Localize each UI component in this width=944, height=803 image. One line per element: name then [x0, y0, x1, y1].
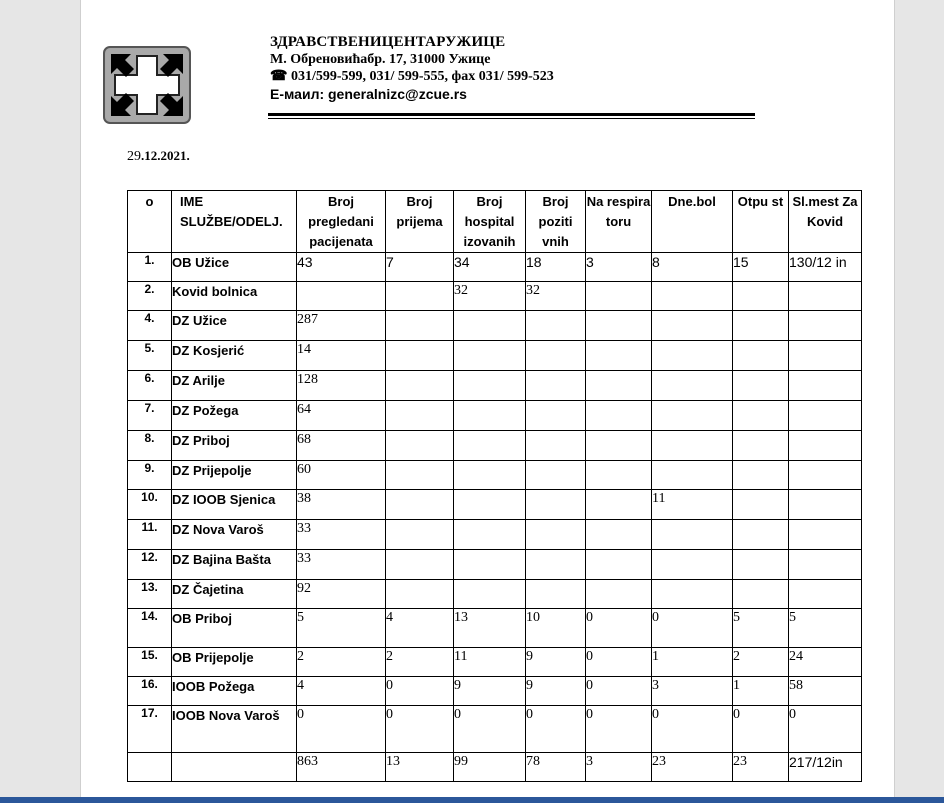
service-name: OB Prijepolje [172, 648, 297, 677]
value-cell [586, 282, 652, 311]
value-cell: 217/12in [789, 753, 862, 782]
value-cell [652, 401, 733, 431]
value-cell [386, 580, 454, 609]
value-cell [652, 550, 733, 580]
value-cell: 0 [586, 648, 652, 677]
header-cell: Dne.bol [652, 191, 733, 253]
value-cell [386, 461, 454, 490]
value-cell [586, 461, 652, 490]
header-cell: Broj hospital izovanih [454, 191, 526, 253]
value-cell [733, 282, 789, 311]
document-page [80, 0, 895, 797]
row-number: 13. [128, 580, 172, 609]
organization-email: Е-маил: generalnizc@zcue.rs [270, 86, 467, 102]
value-cell [789, 550, 862, 580]
value-cell [526, 580, 586, 609]
value-cell [454, 461, 526, 490]
value-cell: 33 [297, 520, 386, 550]
header-cell: Broj poziti vnih [526, 191, 586, 253]
value-cell [454, 550, 526, 580]
value-cell [586, 401, 652, 431]
value-cell: 58 [789, 677, 862, 706]
value-cell: 23 [733, 753, 789, 782]
value-cell [652, 580, 733, 609]
table-row [128, 706, 862, 753]
value-cell: 0 [652, 609, 733, 648]
organization-address: М. Обреновићабр. 17, 31000 Ужице [270, 52, 491, 67]
report-date [127, 148, 190, 165]
value-cell: 14 [297, 341, 386, 371]
value-cell [586, 550, 652, 580]
value-cell [586, 520, 652, 550]
value-cell: 60 [297, 461, 386, 490]
value-cell [652, 461, 733, 490]
table-row [128, 677, 862, 706]
header-cell: Broj prijema [386, 191, 454, 253]
table-body [128, 253, 862, 782]
value-cell: 24 [789, 648, 862, 677]
service-name: DZ Arilje [172, 371, 297, 401]
row-number: 6. [128, 371, 172, 401]
value-cell [652, 371, 733, 401]
service-name: OB Priboj [172, 609, 297, 648]
value-cell [386, 311, 454, 341]
value-cell: 4 [386, 609, 454, 648]
value-cell: 0 [526, 706, 586, 753]
value-cell [386, 550, 454, 580]
value-cell: 13 [454, 609, 526, 648]
service-name: IOOB Požega [172, 677, 297, 706]
table-row [128, 520, 862, 550]
value-cell [733, 311, 789, 341]
table-row [128, 580, 862, 609]
value-cell: 7 [386, 253, 454, 282]
value-cell: 11 [454, 648, 526, 677]
value-cell: 68 [297, 431, 386, 461]
value-cell [454, 580, 526, 609]
value-cell: 13 [386, 753, 454, 782]
health-center-logo [103, 46, 191, 124]
letterhead-rule-thin [268, 118, 755, 119]
row-number: 10. [128, 490, 172, 520]
value-cell [454, 341, 526, 371]
table-row [128, 753, 862, 782]
table-row [128, 648, 862, 677]
value-cell [652, 520, 733, 550]
value-cell [386, 371, 454, 401]
value-cell [789, 520, 862, 550]
value-cell [789, 580, 862, 609]
value-cell [789, 341, 862, 371]
value-cell [733, 341, 789, 371]
service-name [172, 753, 297, 782]
statistics-table [127, 190, 862, 782]
value-cell [526, 490, 586, 520]
value-cell: 1 [733, 677, 789, 706]
value-cell [586, 311, 652, 341]
value-cell [586, 431, 652, 461]
value-cell: 38 [297, 490, 386, 520]
value-cell [454, 431, 526, 461]
value-cell: 9 [526, 648, 586, 677]
value-cell [586, 371, 652, 401]
value-cell [386, 282, 454, 311]
value-cell: 130/12 in [789, 253, 862, 282]
value-cell [454, 490, 526, 520]
row-number: 15. [128, 648, 172, 677]
value-cell [526, 341, 586, 371]
value-cell [652, 431, 733, 461]
service-name: DZ Bajina Bašta [172, 550, 297, 580]
value-cell: 3 [586, 253, 652, 282]
value-cell [733, 401, 789, 431]
value-cell: 0 [297, 706, 386, 753]
letterhead [270, 34, 554, 103]
value-cell [733, 580, 789, 609]
value-cell: 0 [652, 706, 733, 753]
value-cell: 11 [652, 490, 733, 520]
value-cell: 32 [454, 282, 526, 311]
value-cell [454, 311, 526, 341]
value-cell [386, 401, 454, 431]
value-cell [526, 520, 586, 550]
header-cell: o [128, 191, 172, 253]
value-cell: 0 [386, 706, 454, 753]
value-cell [733, 371, 789, 401]
value-cell: 0 [586, 706, 652, 753]
value-cell: 1 [652, 648, 733, 677]
table-row [128, 371, 862, 401]
row-number: 7. [128, 401, 172, 431]
value-cell: 78 [526, 753, 586, 782]
value-cell [789, 282, 862, 311]
value-cell [386, 520, 454, 550]
table-row [128, 282, 862, 311]
value-cell [789, 461, 862, 490]
value-cell [526, 401, 586, 431]
value-cell [386, 341, 454, 371]
value-cell: 0 [454, 706, 526, 753]
service-name: DZ Priboj [172, 431, 297, 461]
service-name: DZ Kosjerić [172, 341, 297, 371]
value-cell [386, 431, 454, 461]
table-row [128, 253, 862, 282]
value-cell: 99 [454, 753, 526, 782]
status-bar [0, 797, 944, 803]
value-cell: 287 [297, 311, 386, 341]
value-cell: 2 [733, 648, 789, 677]
table-row [128, 461, 862, 490]
value-cell: 5 [789, 609, 862, 648]
value-cell [733, 550, 789, 580]
value-cell: 0 [586, 677, 652, 706]
value-cell: 3 [652, 677, 733, 706]
value-cell: 0 [386, 677, 454, 706]
value-cell: 5 [297, 609, 386, 648]
value-cell [454, 520, 526, 550]
header-cell: Sl.mest Za Kovid [789, 191, 862, 253]
value-cell [733, 520, 789, 550]
value-cell [789, 371, 862, 401]
row-number: 17. [128, 706, 172, 753]
value-cell: 9 [454, 677, 526, 706]
row-number: 8. [128, 431, 172, 461]
value-cell [789, 311, 862, 341]
organization-name: ЗДРАВСТВЕНИЦЕНТАРУЖИЦЕ [270, 34, 506, 50]
service-name: DZ IOOB Sjenica [172, 490, 297, 520]
value-cell [454, 371, 526, 401]
row-number: 5. [128, 341, 172, 371]
value-cell [789, 401, 862, 431]
value-cell: 9 [526, 677, 586, 706]
row-number: 12. [128, 550, 172, 580]
value-cell: 33 [297, 550, 386, 580]
value-cell: 8 [652, 253, 733, 282]
table-row [128, 341, 862, 371]
letterhead-rule-thick [268, 113, 755, 116]
row-number: 16. [128, 677, 172, 706]
value-cell [526, 371, 586, 401]
value-cell: 128 [297, 371, 386, 401]
table-row [128, 490, 862, 520]
row-number: 11. [128, 520, 172, 550]
value-cell: 2 [386, 648, 454, 677]
value-cell: 863 [297, 753, 386, 782]
value-cell [586, 341, 652, 371]
row-number: 9. [128, 461, 172, 490]
service-name: DZ Nova Varoš [172, 520, 297, 550]
row-number [128, 753, 172, 782]
service-name: DZ Požega [172, 401, 297, 431]
value-cell [733, 490, 789, 520]
service-name: IOOB Nova Varoš [172, 706, 297, 753]
value-cell [297, 282, 386, 311]
table-row [128, 431, 862, 461]
value-cell: 10 [526, 609, 586, 648]
row-number: 2. [128, 282, 172, 311]
value-cell [652, 282, 733, 311]
value-cell [586, 490, 652, 520]
value-cell: 92 [297, 580, 386, 609]
value-cell: 43 [297, 253, 386, 282]
value-cell [454, 401, 526, 431]
value-cell: 4 [297, 677, 386, 706]
table-header-row [128, 191, 862, 253]
header-cell: IME SLUŽBE/ODELJ. [172, 191, 297, 253]
table-row [128, 401, 862, 431]
value-cell [652, 341, 733, 371]
value-cell [386, 490, 454, 520]
value-cell: 18 [526, 253, 586, 282]
value-cell [789, 490, 862, 520]
value-cell [733, 431, 789, 461]
row-number: 4. [128, 311, 172, 341]
value-cell [789, 431, 862, 461]
table-row [128, 311, 862, 341]
value-cell [733, 461, 789, 490]
row-number: 1. [128, 253, 172, 282]
value-cell: 15 [733, 253, 789, 282]
value-cell [526, 550, 586, 580]
value-cell [652, 311, 733, 341]
report-date-day: 29 [127, 149, 141, 164]
header-cell: Na respira toru [586, 191, 652, 253]
value-cell [526, 311, 586, 341]
value-cell: 64 [297, 401, 386, 431]
value-cell [526, 461, 586, 490]
value-cell: 0 [733, 706, 789, 753]
value-cell: 32 [526, 282, 586, 311]
service-name: Kovid bolnica [172, 282, 297, 311]
table-row [128, 550, 862, 580]
service-name: DZ Užice [172, 311, 297, 341]
value-cell: 3 [586, 753, 652, 782]
table-row [128, 609, 862, 648]
value-cell: 23 [652, 753, 733, 782]
value-cell [526, 431, 586, 461]
value-cell: 2 [297, 648, 386, 677]
service-name: OB Užice [172, 253, 297, 282]
value-cell: 5 [733, 609, 789, 648]
value-cell: 34 [454, 253, 526, 282]
value-cell: 0 [586, 609, 652, 648]
organization-phone: ☎ 031/599-599, 031/ 599-555, фах 031/ 599-523 [270, 69, 554, 84]
service-name: DZ Prijepolje [172, 461, 297, 490]
service-name: DZ Čajetina [172, 580, 297, 609]
header-cell: Broj pregledani pacijenata [297, 191, 386, 253]
report-date-rest: .12.2021. [141, 148, 190, 163]
value-cell: 0 [789, 706, 862, 753]
header-cell: Otpu st [733, 191, 789, 253]
value-cell [586, 580, 652, 609]
row-number: 14. [128, 609, 172, 648]
